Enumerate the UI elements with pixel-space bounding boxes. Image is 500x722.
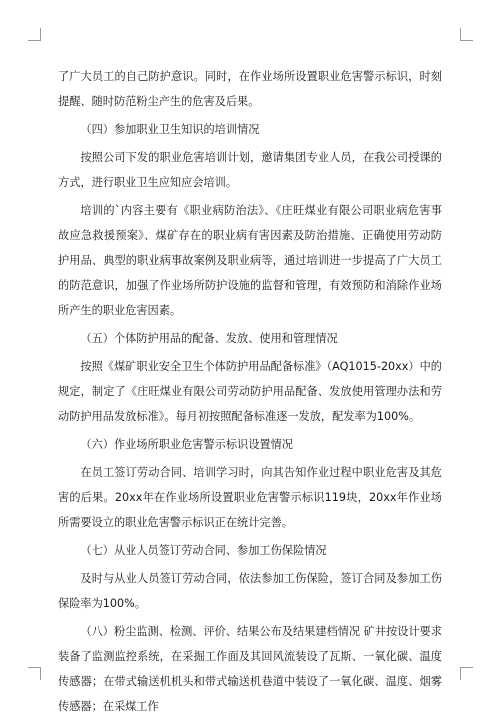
crop-mark-top-left (28, 28, 41, 41)
paragraph: 及时与从业人员签订劳动合同，依法参加工伤保险，签订合同及参加工伤保险率为100%。 (58, 572, 442, 610)
paragraph: 在员工签订劳动合同、培训学习时，向其告知作业过程中职业危害及其危害的后果。20xx年在作业场所设置职业危害警示标识119块，20xx年作业场所需要设立的职业危害警示标识正在统计完善。 (58, 466, 442, 529)
section-heading: （七）从业人员签订劳动合同、参加工伤保险情况 (80, 544, 327, 557)
document-body (58, 64, 442, 722)
paragraph: 培训的`内容主要有《职业病防治法》、《庄旺煤业有限公司职业病危害事故应急救援预案》、煤矿存在的职业病有害因素及防治措施、正确使用劳动防护用品、典型的职业病事故案例及职业病等，通过培训进一步提高了广大员工的防范意识，加强了作业场所防护设施的监督和管理，有效预防和消除作业场所产生的职业危害因素。 (58, 204, 442, 317)
crop-mark-top-right (460, 28, 473, 41)
paragraph: 按照《煤矿职业安全卫生个体防护用品配备标准》（AQ1015-20xx）中的规定，制定了《庄旺煤业有限公司劳动防护用品配备、发放使用管理办法和劳动防护用品发放标准》。每月初按照配备标准逐一发放，配发率为100%。 (58, 360, 442, 423)
section-heading: （六）作业场所职业危害警示标识设置情况 (80, 438, 293, 451)
paragraph: 按照公司下发的职业危害培训计划，邀请集团专业人员，在我公司授课的方式，进行职业卫生应知应会培训。 (58, 151, 442, 189)
paragraph: 了广大员工的自己防护意识。同时，在作业场所设置职业危害警示标识，时刻提醒、随时防范粉尘产生的危害及后果。 (58, 70, 442, 108)
section-heading: （四）参加职业卫生知识的培训情况 (80, 123, 260, 136)
crop-mark-bottom-right (460, 667, 473, 680)
crop-mark-bottom-left (28, 667, 41, 680)
paragraph: （八）粉尘监测、检测、评价、结果公布及结果建档情况 矿井按设计要求装备了监测监控系统，在采掘工作面及其回风流装设了瓦斯、一氧化碳、温度传感器；在带式输送机机头和带式输送机巷道中装设了一氧化碳、温度、烟雾传感器；在采煤工作 (58, 625, 442, 713)
section-heading: （五）个体防护用品的配备、发放、使用和管理情况 (80, 332, 338, 345)
